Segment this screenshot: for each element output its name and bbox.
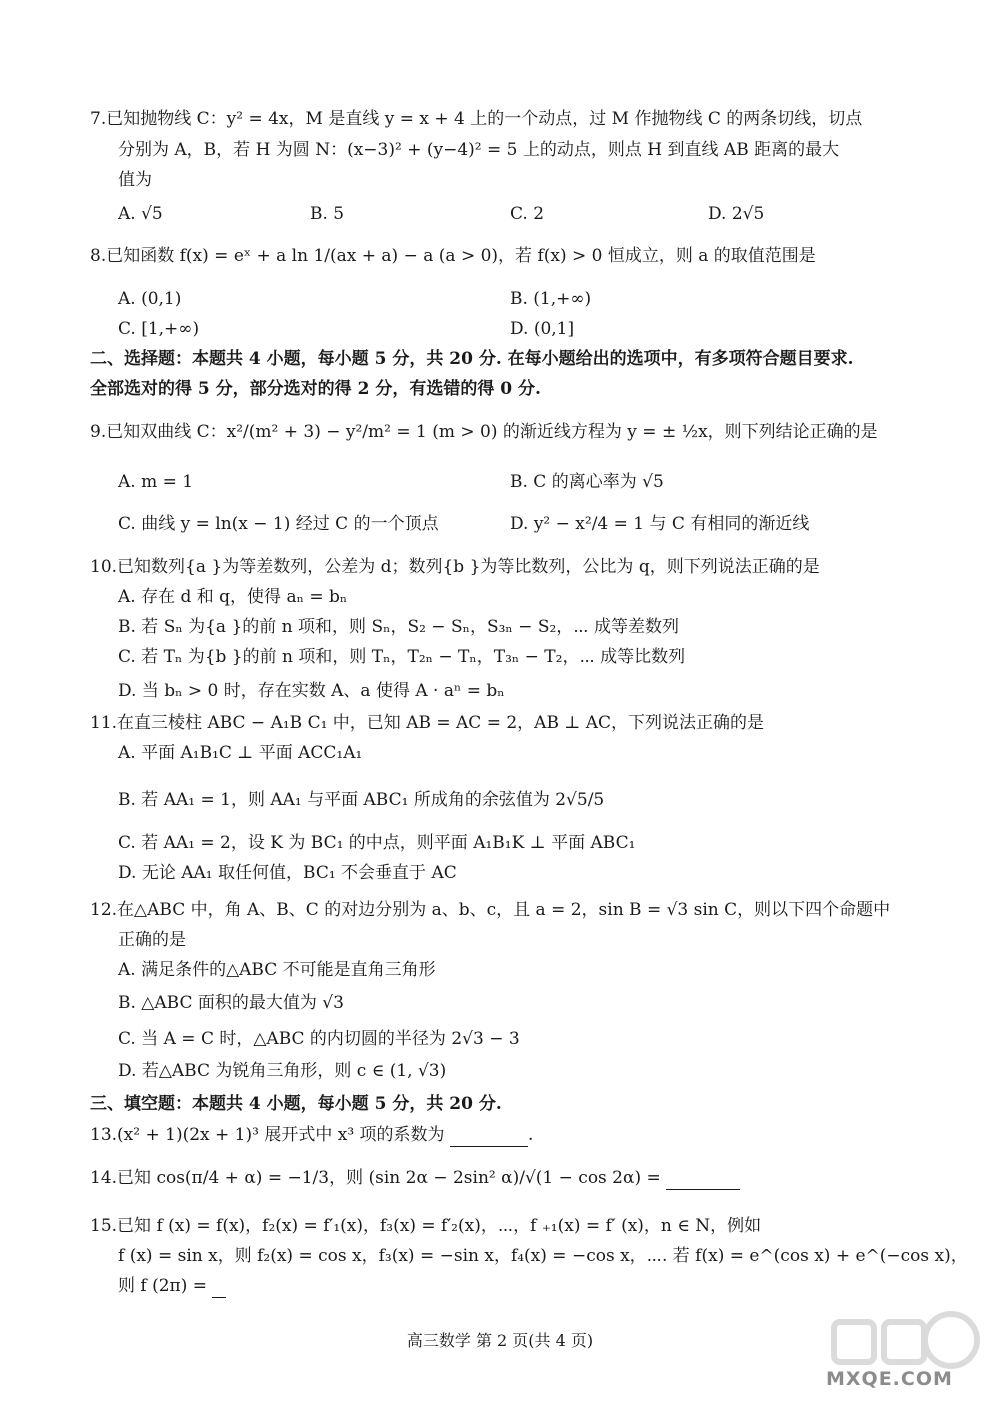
question-15-line-3: [118, 1275, 226, 1298]
q11-option-c: C. 若 AA₁ = 2，设 K 为 BC₁ 的中点，则平面 A₁B₁K ⊥ 平面 ABC₁: [118, 833, 636, 853]
q12-option-b: B. △ABC 面积的最大值为 √3: [118, 993, 344, 1013]
q8-option-b: B. (1,+∞): [510, 289, 592, 309]
q13-answer-blank: [450, 1124, 528, 1147]
q9-option-c: C. 曲线 y = ln(x − 1) 经过 C 的一个顶点: [118, 514, 439, 534]
q7-option-a: A. √5: [118, 204, 163, 224]
q9-option-b: B. C 的离心率为 √5: [510, 472, 664, 492]
question-15-line-3-text: 则 f (2π) =: [118, 1276, 208, 1296]
q12-option-a: A. 满足条件的△ABC 不可能是直角三角形: [118, 960, 436, 980]
question-15-line-1: 15.已知 f (x) = f(x)，f₂(x) = f′₁(x)，f₃(x) = f′₂(x)，⋯，f ₊₁(x) = f′ (x)，n ∈ N，例如: [90, 1216, 762, 1236]
question-14-text: 14.已知 cos(π/4 + α) = −1/3，则 (sin 2α − 2sin² α)/√(1 − cos 2α) =: [90, 1168, 661, 1188]
section-2-instructions: 全部选对的得 5 分，部分选对的得 2 分，有选错的得 0 分.: [90, 379, 541, 399]
question-13: [90, 1124, 533, 1147]
q9-option-a: A. m = 1: [118, 472, 194, 492]
watermark-text: MXQE.COM: [826, 1368, 953, 1390]
question-12-line-1: 12.在△ABC 中，角 A、B、C 的对边分别为 a、b、c，且 a = 2，sin B = √3 sin C，则以下四个命题中: [90, 900, 891, 920]
q8-option-a: A. (0,1): [118, 289, 182, 309]
question-8: 8.已知函数 f(x) = eˣ + a ln 1/(ax + a) − a (a > 0)，若 f(x) > 0 恒成立，则 a 的取值范围是: [90, 246, 816, 266]
question-12-line-2: 正确的是: [118, 930, 186, 950]
question-9: 9.已知双曲线 C：x²/(m² + 3) − y²/m² = 1 (m > 0) 的渐近线方程为 y = ± ½x，则下列结论正确的是: [90, 422, 878, 442]
q15-answer-blank: [212, 1275, 226, 1298]
q7-option-b: B. 5: [310, 204, 345, 224]
q11-option-d: D. 无论 AA₁ 取任何值，BC₁ 不会垂直于 AC: [118, 863, 457, 883]
q7-option-c: C. 2: [510, 204, 545, 224]
q13-end-mark: .: [527, 1125, 534, 1145]
q8-option-c: C. [1,+∞): [118, 319, 200, 339]
q9-option-d: D. y² − x²/4 = 1 与 C 有相同的渐近线: [510, 514, 810, 534]
question-7-line-3: 值为: [118, 170, 152, 190]
q8-option-d: D. (0,1]: [510, 319, 575, 339]
q10-option-d: D. 当 bₙ > 0 时，存在实数 A、a 使得 A · aⁿ = bₙ: [118, 681, 505, 701]
question-15-line-2: f (x) = sin x，则 f₂(x) = cos x，f₃(x) = −sin x，f₄(x) = −cos x，⋯. 若 f(x) = e^(cos x) + e^(−cos x)，: [118, 1246, 968, 1266]
q11-option-b: B. 若 AA₁ = 1，则 AA₁ 与平面 ABC₁ 所成角的余弦值为 2√5/5: [118, 790, 605, 810]
question-7-line-2: 分别为 A，B，若 H 为圆 N：(x−3)² + (y−4)² = 5 上的动点，则点 H 到直线 AB 距离的最大: [118, 140, 840, 160]
question-11: 11.在直三棱柱 ABC − A₁B C₁ 中，已知 AB = AC = 2，AB ⊥ AC，下列说法正确的是: [90, 713, 765, 733]
question-14: [90, 1167, 740, 1190]
q10-option-a: A. 存在 d 和 q，使得 aₙ = bₙ: [118, 587, 348, 607]
q10-option-b: B. 若 Sₙ 为{a }的前 n 项和，则 Sₙ，S₂ − Sₙ，S₃ₙ − S₂，⋯ 成等差数列: [118, 617, 679, 637]
section-3-heading: 三、填空题：本题共 4 小题，每小题 5 分，共 20 分.: [90, 1094, 502, 1114]
q12-option-c: C. 当 A = C 时，△ABC 的内切圆的半径为 2√3 − 3: [118, 1029, 520, 1049]
q10-option-c: C. 若 Tₙ 为{b }的前 n 项和，则 Tₙ，T₂ₙ − Tₙ，T₃ₙ − T₂，⋯ 成等比数列: [118, 647, 686, 667]
q7-option-d: D. 2√5: [708, 204, 765, 224]
question-7-line-1: 7.已知抛物线 C：y² = 4x，M 是直线 y = x + 4 上的一个动点，过 M 作抛物线 C 的两条切线，切点: [90, 109, 863, 129]
q11-option-a: A. 平面 A₁B₁C ⊥ 平面 ACC₁A₁: [118, 743, 363, 763]
q12-option-d: D. 若△ABC 为锐角三角形，则 c ∈ (1, √3): [118, 1061, 447, 1081]
page-footer: 高三数学 第 2 页(共 4 页): [406, 1331, 594, 1350]
question-10: 10.已知数列{a }为等差数列，公差为 d；数列{b }为等比数列，公比为 q，则下列说法正确的是: [90, 557, 820, 577]
question-13-text: 13.(x² + 1)(2x + 1)³ 展开式中 x³ 项的系数为: [90, 1125, 445, 1145]
section-2-heading: 二、选择题：本题共 4 小题，每小题 5 分，共 20 分. 在每小题给出的选项中，有多项符合题目要求.: [90, 349, 854, 369]
q14-answer-blank: [666, 1167, 740, 1190]
